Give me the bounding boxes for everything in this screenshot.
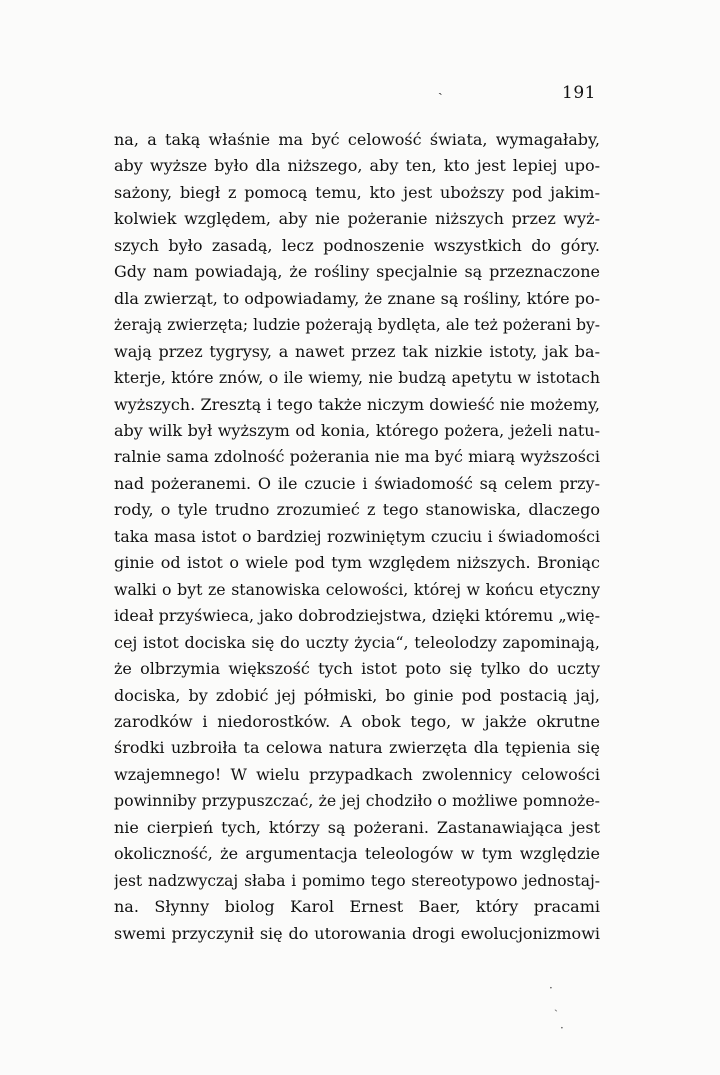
text-line: powinniby przypuszczać, że jej chodziło o możliwe pomnoże- [114,791,600,811]
ink-speck: · [560,1021,564,1035]
text-line: rody, o tyle trudno zrozumieć z tego stanowiska, dlaczego [114,500,600,520]
text-line: swemi przyczynił się do utorowania drogi ewolucjonizmowi [114,923,600,943]
text-line: kterje, które znów, o ile wiemy, nie budzą apetytu w istotach [114,368,600,388]
page-number: 191 [562,83,596,103]
text-line: nie cierpień tych, którzy są pożerani. Zastanawiająca jest [114,817,600,837]
text-line: że olbrzymia większość tych istot poto się tylko do uczty [114,659,600,679]
text-line: ginie od istot o wiele pod tym względem niższych. Broniąc [114,553,600,573]
ink-speck: ˏ [554,998,558,1012]
text-line: środki uzbroiła ta celowa natura zwierzęta dla tępienia się [114,738,600,758]
text-line: cej istot dociska się do uczty życia“, teleolodzy zapominają, [114,632,600,652]
ink-speck: · [549,981,553,995]
text-line: ideał przyświeca, jako dobrodziejstwa, dzięki któremu „wię- [114,606,600,626]
text-line: aby wilk był wyższym od konia, którego pożera, jeżeli natu- [114,420,600,440]
text-line: nad pożeranemi. O ile czucie i świadomość są celem przy- [114,473,600,493]
text-line: aby wyższe było dla niższego, aby ten, kto jest lepiej upo- [114,156,600,176]
text-line: wyższych. Zresztą i tego także niczym dowieść nie możemy, [114,394,600,414]
text-line: dociska, by zdobić jej półmiski, bo ginie pod postacią jaj, [114,685,600,705]
text-line: wają przez tygrysy, a nawet przez tak nizkie istoty, jak ba- [114,341,600,361]
text-line: szych było zasadą, lecz podnoszenie wszystkich do góry. [114,235,600,255]
text-line: zarodków i niedorostków. A obok tego, w jakże okrutne [114,711,600,731]
text-line: taka masa istot o bardziej rozwiniętym czuciu i świadomości [114,526,600,546]
ink-speck: ˎ [438,80,443,96]
body-text [114,127,600,947]
text-line: sażony, biegł z pomocą temu, kto jest uboższy pod jakim- [114,182,600,202]
text-line: walki o byt ze stanowiska celowości, której w końcu etyczny [114,579,600,599]
text-line: ralnie sama zdolność pożerania nie ma być miarą wyższości [114,447,600,467]
text-line: jest nadzwyczaj słaba i pomimo tego stereotypowo jednostaj- [114,871,600,890]
text-line: żerają zwierzęta; ludzie pożerają bydlęta, ale też pożerani by- [114,316,600,335]
text-line: kolwiek względem, aby nie pożeranie niższych przez wyż- [114,209,600,229]
text-line: okoliczność, że argumentacja teleologów w tym względzie [114,844,600,864]
text-line: Gdy nam powiadają, że rośliny specjalnie są przeznaczone [114,262,600,282]
text-line: dla zwierząt, to odpowiadamy, że znane są rośliny, które po- [114,288,600,308]
text-line: na. Słynny biolog Karol Ernest Baer, który pracami [114,897,600,917]
text-line: na, a taką właśnie ma być celowość świata, wymagałaby, [114,130,600,149]
text-line: wzajemnego! W wielu przypadkach zwolennicy celowości [114,764,600,784]
